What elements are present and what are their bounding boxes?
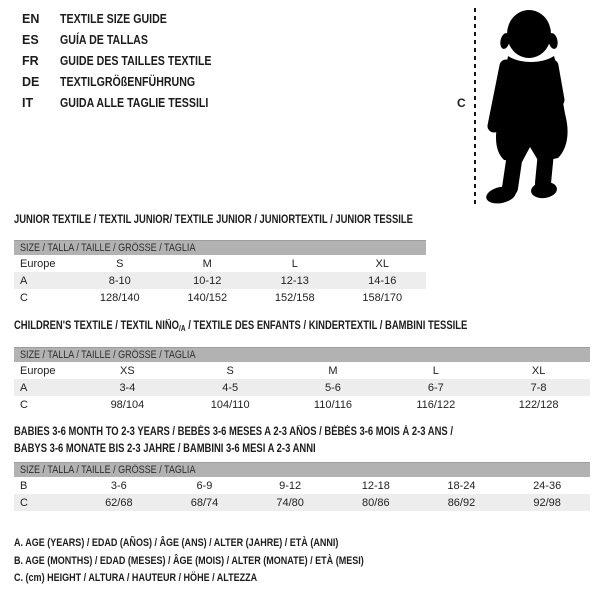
language-code: EN bbox=[22, 12, 40, 26]
size-table-body bbox=[14, 255, 426, 306]
size-value: 158/170 bbox=[362, 291, 403, 304]
table-heading-segment: /A bbox=[179, 324, 186, 333]
table-heading-line bbox=[14, 424, 590, 441]
size-value: S bbox=[116, 257, 124, 270]
language-title bbox=[60, 51, 238, 72]
row-label: Europe bbox=[20, 257, 56, 270]
table-row bbox=[14, 396, 590, 413]
row-label: A bbox=[14, 379, 76, 396]
language-code: ES bbox=[22, 33, 39, 47]
language-title bbox=[60, 9, 186, 30]
language-title bbox=[60, 72, 219, 93]
language-title bbox=[60, 93, 235, 114]
size-table bbox=[14, 347, 590, 413]
legend-line-text: B. AGE (MONTHS) / EDAD (MESES) / ÂGE (MOIS) / ALTER (MONATE) / ETÀ (MESI) bbox=[14, 554, 364, 567]
size-value: 80/86 bbox=[333, 494, 419, 511]
table-row bbox=[14, 477, 590, 494]
baby-figure bbox=[450, 0, 600, 215]
row-label: B bbox=[20, 479, 28, 492]
size-value: 18-24 bbox=[447, 479, 476, 492]
language-title-text: TEXTILE SIZE GUIDE bbox=[60, 12, 167, 26]
size-value: M bbox=[202, 257, 212, 270]
row-label: C bbox=[14, 494, 76, 511]
size-value: 10-12 bbox=[164, 272, 252, 289]
language-title bbox=[60, 30, 163, 51]
children-size-table-section bbox=[14, 318, 590, 413]
language-row bbox=[22, 30, 238, 51]
size-table-head bbox=[14, 463, 590, 478]
size-value: XS bbox=[120, 364, 135, 377]
table-heading-text bbox=[14, 318, 467, 337]
table-heading-line bbox=[14, 212, 426, 229]
legend-line-text: C. (cm) HEIGHT / ALTURA / HAUTEUR / HÖHE / ALTEZZA bbox=[14, 572, 258, 584]
size-value: XL bbox=[375, 257, 389, 270]
row-label: A bbox=[14, 272, 76, 289]
size-value: 12-18 bbox=[361, 479, 390, 492]
table-row bbox=[14, 289, 426, 306]
size-value: 7-8 bbox=[487, 379, 590, 396]
size-value: 98/104 bbox=[110, 398, 145, 411]
size-value: L bbox=[432, 364, 439, 377]
table-heading-segment: BABYS 3-6 MONATE BIS 2-3 JAHRE / BAMBINI 3-6 MESI A 2-3 ANNI bbox=[14, 443, 316, 455]
size-value: 5-6 bbox=[282, 379, 385, 396]
table-row bbox=[14, 255, 426, 272]
measure-legend bbox=[14, 535, 441, 588]
language-title-list bbox=[22, 9, 238, 114]
size-value: 6-9 bbox=[196, 479, 213, 492]
size-value: 152/158 bbox=[274, 291, 315, 304]
size-value: 128/140 bbox=[99, 291, 140, 304]
size-value: 8-10 bbox=[76, 272, 164, 289]
size-table-header-bar bbox=[14, 348, 590, 363]
language-code: DE bbox=[22, 75, 40, 89]
language-row bbox=[22, 51, 238, 72]
legend-line bbox=[14, 570, 441, 588]
size-value: M bbox=[328, 364, 338, 377]
table-heading-line bbox=[14, 441, 590, 458]
size-table bbox=[14, 240, 426, 306]
size-table-header-text: SIZE / TALLA / TAILLE / GRÖSSE / TAGLIA bbox=[20, 242, 196, 254]
size-table-header-row bbox=[14, 463, 590, 478]
size-value: 86/92 bbox=[419, 494, 505, 511]
size-value: 68/74 bbox=[162, 494, 248, 511]
size-table-body bbox=[14, 362, 590, 413]
table-row bbox=[14, 362, 590, 379]
language-row bbox=[22, 72, 238, 93]
table-heading-line bbox=[14, 318, 590, 337]
table-heading-segment: JUNIOR TEXTILE / TEXTIL JUNIOR/ TEXTILE JUNIOR / JUNIORTEXTIL / JUNIOR TESSILE bbox=[14, 214, 413, 226]
size-value: L bbox=[291, 257, 298, 270]
size-table-header-bar bbox=[14, 463, 590, 478]
language-title-text: TEXTILGRÖßENFÜHRUNG bbox=[60, 75, 196, 89]
size-value: 3-4 bbox=[76, 379, 179, 396]
size-value: S bbox=[226, 364, 234, 377]
size-table-header-row bbox=[14, 348, 590, 363]
legend-line-text: A. AGE (YEARS) / EDAD (AÑOS) / ÂGE (ANS) / ALTER (JAHRE) / ETÀ (ANNI) bbox=[14, 537, 339, 549]
size-value: 104/110 bbox=[210, 398, 250, 411]
legend-line bbox=[14, 553, 441, 571]
size-table-header-text: SIZE / TALLA / TAILLE / GRÖSSE / TAGLIA bbox=[20, 464, 196, 476]
size-table-header-text: SIZE / TALLA / TAILLE / GRÖSSE / TAGLIA bbox=[20, 349, 196, 361]
language-row bbox=[22, 93, 238, 114]
size-value: 6-7 bbox=[384, 379, 487, 396]
height-measure-line bbox=[474, 8, 476, 208]
legend-line bbox=[14, 535, 441, 553]
height-measure-label: C bbox=[457, 96, 466, 110]
language-title-text: GUIDA ALLE TAGLIE TESSILI bbox=[60, 96, 209, 110]
table-heading-text bbox=[14, 212, 413, 229]
table-heading-text bbox=[14, 424, 453, 441]
size-value: XL bbox=[531, 364, 546, 377]
table-heading bbox=[14, 212, 426, 229]
size-table-body bbox=[14, 477, 590, 511]
row-label: C bbox=[20, 398, 28, 411]
table-heading bbox=[14, 424, 590, 458]
size-value: 24-36 bbox=[533, 479, 562, 492]
table-heading-segment: BABIES 3-6 MONTH TO 2-3 YEARS / BEBÉS 3-6 MESES A 2-3 AÑOS / BÉBÉS 3-6 MOIS À 2-3 ANS / bbox=[14, 426, 453, 438]
size-value: 62/68 bbox=[76, 494, 162, 511]
size-table bbox=[14, 462, 590, 511]
language-title-text: GUÍA DE TALLAS bbox=[60, 33, 148, 47]
size-table-header-row bbox=[14, 241, 426, 256]
size-value: 14-16 bbox=[339, 272, 427, 289]
size-value: 3-6 bbox=[110, 479, 127, 492]
babies-size-table-section bbox=[14, 424, 590, 511]
size-value: 4-5 bbox=[179, 379, 282, 396]
language-row bbox=[22, 9, 238, 30]
language-code: FR bbox=[22, 54, 39, 68]
junior-size-table-section bbox=[14, 212, 426, 306]
size-table-head bbox=[14, 241, 426, 256]
language-code: IT bbox=[22, 96, 34, 110]
table-heading-segment: / TEXTILE DES ENFANTS / KINDERTEXTIL / BAMBINI TESSILE bbox=[185, 320, 468, 332]
size-table-header-bar bbox=[14, 241, 426, 256]
size-value: 74/80 bbox=[247, 494, 333, 511]
row-label: Europe bbox=[20, 364, 56, 377]
table-row bbox=[14, 379, 590, 396]
table-heading-segment: CHILDREN'S TEXTILE / TEXTIL NIÑO bbox=[14, 320, 180, 332]
size-value: 140/152 bbox=[187, 291, 228, 304]
table-heading bbox=[14, 318, 590, 337]
baby-silhouette-icon bbox=[482, 8, 577, 208]
table-heading-text bbox=[14, 441, 316, 458]
size-value: 122/128 bbox=[518, 398, 559, 411]
size-value: 12-13 bbox=[251, 272, 339, 289]
table-row bbox=[14, 272, 426, 289]
size-table-head bbox=[14, 348, 590, 363]
size-value: 110/116 bbox=[313, 398, 353, 411]
size-value: 116/122 bbox=[416, 398, 456, 411]
size-value: 92/98 bbox=[504, 494, 590, 511]
size-value: 9-12 bbox=[279, 479, 302, 492]
row-label: C bbox=[20, 291, 28, 304]
language-title-text: GUIDE DES TAILLES TEXTILE bbox=[60, 54, 212, 68]
table-row bbox=[14, 494, 590, 511]
